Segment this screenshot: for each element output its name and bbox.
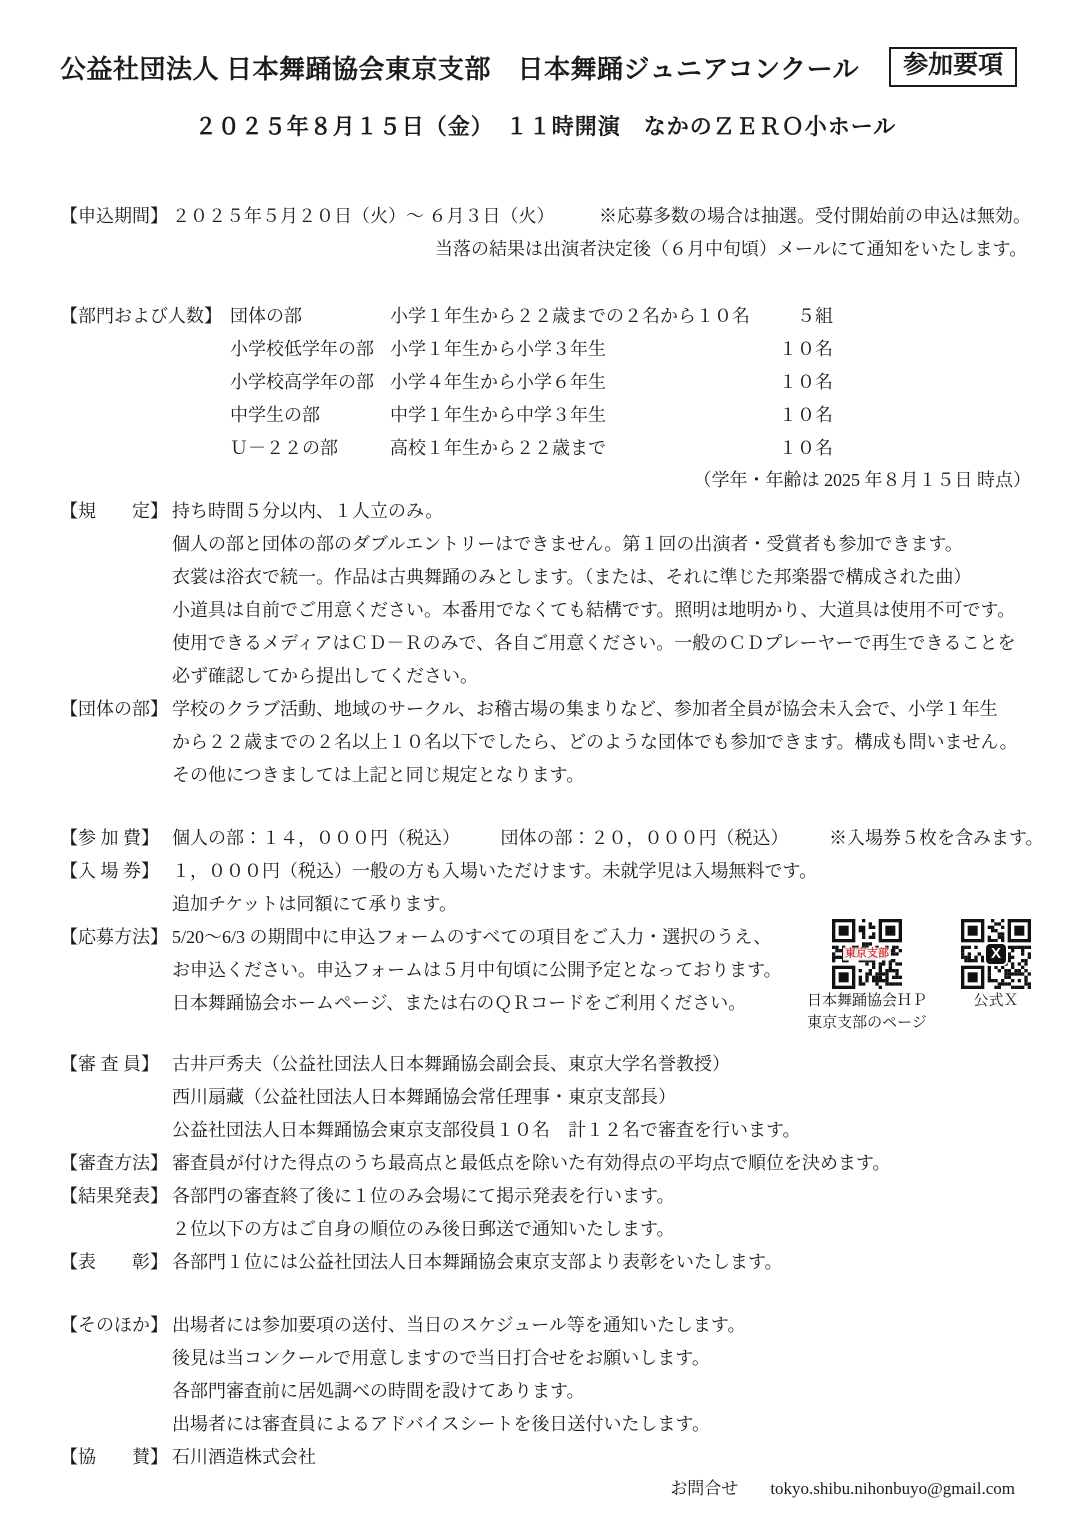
section-label: 【参 加 費】 — [60, 828, 159, 848]
division-name: 小学校低学年の部 — [230, 339, 374, 359]
division-row — [230, 300, 1031, 333]
contact-line — [60, 1474, 1031, 1504]
qr-caption: 日本舞踊協会ＨＰ — [806, 993, 927, 1009]
division-name: 小学校高学年の部 — [230, 372, 374, 392]
apply-period-lottery-note: ※応募多数の場合は抽選。受付開始前の申込は無効。 — [599, 206, 1031, 226]
section-divisions — [60, 300, 1031, 495]
judge-line: 古井戸秀夫（公益社団法人日本舞踊協会副会長、東京大学名誉教授） — [172, 1054, 730, 1074]
rule-line: 必ず確認してから提出してください。 — [172, 666, 478, 686]
division-count: １０名 — [779, 372, 833, 392]
apply-method-line: お申込ください。申込フォームは５月中旬頃に公開予定となっております。 — [172, 960, 782, 980]
fee-note: ※入場券５枚を含みます。 — [829, 828, 1044, 848]
division-name: 中学生の部 — [230, 405, 320, 425]
title-badge: 参加要項 — [889, 47, 1017, 87]
qr-item-x — [961, 919, 1031, 1011]
section-group-division — [60, 693, 1031, 792]
division-count: １０名 — [779, 339, 833, 359]
judging-line: 審査員が付けた得点のうち最高点と最低点を除いた有効得点の平均点で順位を決めます。 — [172, 1153, 891, 1173]
contact-email: tokyo.shibu.nihonbuyo@gmail.com — [770, 1479, 1015, 1498]
divisions-age-note: （学年・年齢は 2025 年８月１５日 時点） — [693, 470, 1031, 490]
contact-label: お問合せ — [670, 1479, 739, 1498]
rule-line: 使用できるメディアはＣＤ－Ｒのみで、各自ご用意ください。一般のＣＤプレーヤーで再生できることを — [172, 633, 1016, 653]
division-row — [230, 333, 1031, 366]
section-label: 【団体の部】 — [60, 699, 168, 719]
page-title: 公益社団法人 日本舞踊協会東京支部 日本舞踊ジュニアコンクール — [60, 54, 860, 84]
rule-line: 持ち時間５分以内、１人立のみ。 — [172, 501, 444, 521]
division-count: １０名 — [779, 438, 833, 458]
results-line: 各部門の審査終了後に１位のみ会場にて掲示発表を行います。 — [172, 1186, 675, 1206]
division-desc: 小学４年生から小学６年生 — [390, 372, 606, 392]
rule-line: 小道具は自前でご用意ください。本番用でなくても結構です。照明は地明かり、大道具は使用不可です。 — [172, 600, 1016, 620]
ticket-line: １，０００円（税込）一般の方も入場いただけます。未就学児は入場無料です。 — [172, 861, 818, 881]
other-line: 出場者には審査員によるアドバイスシートを後日送付いたします。 — [172, 1414, 711, 1434]
rule-line: 衣裳は浴衣で統一。作品は古典舞踊のみとします。（または、それに準じた邦楽器で構成された曲） — [172, 567, 972, 587]
section-fee — [60, 822, 1044, 855]
section-label: 【結果発表】 — [60, 1186, 168, 1206]
division-name: Ｕ－２２の部 — [230, 438, 338, 458]
section-other — [60, 1309, 1031, 1441]
section-judges — [60, 1048, 1031, 1147]
section-label: 【協 賛】 — [60, 1447, 168, 1467]
group-line: から２２歳までの２名以上１０名以下でしたら、どのような団体でも参加できます。構成も問いません。 — [172, 732, 1018, 752]
division-name: 団体の部 — [230, 306, 302, 326]
section-label: 【審査方法】 — [60, 1153, 168, 1173]
section-award — [60, 1246, 1031, 1279]
section-ticket — [60, 855, 1031, 921]
section-sponsor — [60, 1441, 1031, 1474]
qr-item-hp — [807, 919, 927, 1033]
group-line: その他につきましては上記と同じ規定となります。 — [172, 765, 585, 785]
division-desc: 小学１年生から２２歳までの２名から１０名 — [390, 306, 750, 326]
fee-individual: 個人の部：１４，０００円（税込） — [172, 828, 460, 848]
qr-overlay-label: 東京支部 — [844, 947, 889, 960]
division-desc: 中学１年生から中学３年生 — [390, 405, 606, 425]
apply-period-dates: ２０２５年５月２０日（火）～ ６月３日（火） — [172, 206, 555, 226]
x-logo-icon: X — [984, 942, 1008, 966]
section-results — [60, 1180, 1031, 1246]
division-desc: 高校１年生から２２歳まで — [390, 438, 606, 458]
section-label: 【審 査 員】 — [60, 1054, 159, 1074]
division-row — [230, 432, 1031, 465]
division-row — [230, 366, 1031, 399]
apply-method-line: 5/20～6/3 の期間中に申込フォームのすべての項目をご入力・選択のうえ、 — [172, 927, 772, 947]
section-label: 【そのほか】 — [60, 1315, 168, 1335]
qr-code-x — [961, 919, 1031, 989]
section-label: 【申込期間】 — [60, 206, 168, 226]
section-apply-period — [60, 200, 1031, 266]
qr-caption: 公式Ｘ — [973, 993, 1019, 1009]
division-count: ５組 — [797, 306, 833, 326]
other-line: 各部門審査前に居処調べの時間を設けてあります。 — [172, 1381, 585, 1401]
apply-period-result-notice: 当落の結果は出演者決定後（６月中旬頃）メールにて通知をいたします。 — [435, 239, 1028, 259]
results-line: ２位以下の方はご自身の順位のみ後日郵送で通知いたします。 — [172, 1219, 675, 1239]
document-header — [60, 44, 1031, 90]
section-label: 【入 場 券】 — [60, 861, 159, 881]
judge-line: 公益社団法人日本舞踊協会東京支部役員１０名 計１２名で審査を行います。 — [172, 1120, 801, 1140]
event-date-line: ２０２５年８月１５日（金） １１時開演 なかのＺＥＲＯ小ホール — [194, 114, 897, 139]
rule-line: 個人の部と団体の部のダブルエントリーはできません。第１回の出演者・受賞者も参加できます。 — [172, 534, 963, 554]
qr-caption: 東京支部のページ — [807, 1015, 927, 1031]
division-desc: 小学１年生から小学３年生 — [390, 339, 606, 359]
sponsor-line: 石川酒造株式会社 — [172, 1447, 316, 1467]
award-line: 各部門１位には公益社団法人日本舞踊協会東京支部より表彰をいたします。 — [172, 1252, 783, 1272]
ticket-line: 追加チケットは同額にて承ります。 — [172, 894, 457, 914]
division-row — [230, 399, 1031, 432]
other-line: 後見は当コンクールで用意しますので当日打合せをお願いします。 — [172, 1348, 710, 1368]
section-rules — [60, 495, 1031, 693]
section-label: 【表 彰】 — [60, 1252, 168, 1272]
qr-code-area — [807, 919, 1031, 1033]
section-label: 【応募方法】 — [60, 927, 168, 947]
judge-line: 西川扇藏（公益社団法人日本舞踊協会常任理事・東京支部長） — [172, 1087, 676, 1107]
section-apply-method — [60, 921, 1031, 1031]
section-label: 【規 定】 — [60, 501, 168, 521]
fee-group: 団体の部：２０，０００円（税込） — [500, 828, 789, 848]
other-line: 出場者には参加要項の送付、当日のスケジュール等を通知いたします。 — [172, 1315, 746, 1335]
division-count: １０名 — [779, 405, 833, 425]
apply-method-line: 日本舞踊協会ホームページ、または右のＱＲコードをご利用ください。 — [172, 993, 747, 1013]
section-label: 【部門および人数】 — [60, 306, 222, 326]
group-line: 学校のクラブ活動、地域のサークル、お稽古場の集まりなど、参加者全員が協会未入会で、小学１年生 — [172, 699, 998, 719]
qr-code-hp — [832, 919, 902, 989]
section-judging-method — [60, 1147, 1031, 1180]
